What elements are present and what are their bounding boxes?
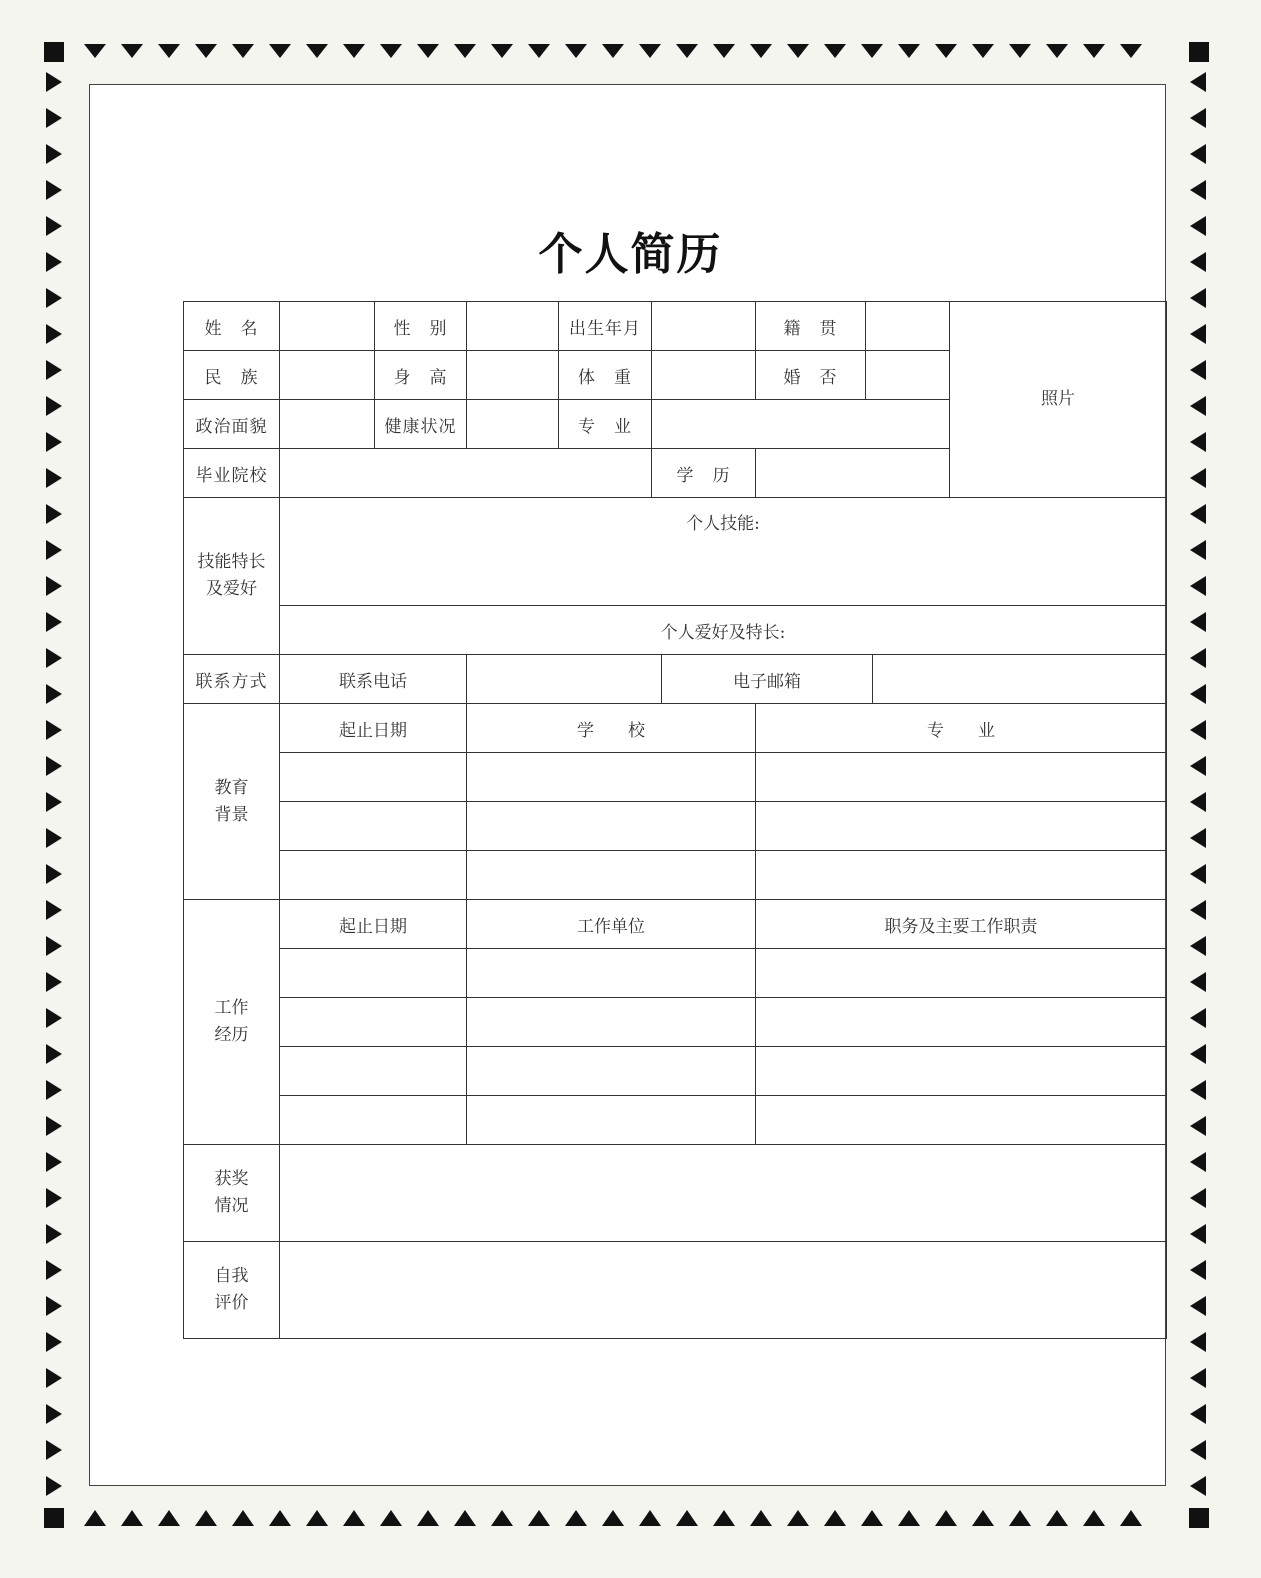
- border-mark: [1190, 828, 1206, 848]
- border-mark: [46, 144, 62, 164]
- work-company-cell[interactable]: [467, 1047, 756, 1096]
- border-mark: [46, 1332, 62, 1352]
- border-mark: [1190, 1476, 1206, 1496]
- border-mark: [46, 1260, 62, 1280]
- education-school-cell[interactable]: [467, 753, 756, 802]
- border-mark: [898, 44, 920, 58]
- border-mark: [602, 44, 624, 58]
- resume-form-table: [183, 301, 1167, 1339]
- border-mark: [46, 936, 62, 956]
- degree-label: 学 历: [652, 449, 756, 498]
- border-mark: [565, 1510, 587, 1526]
- border-mark: [861, 1510, 883, 1526]
- work-duties-cell[interactable]: [756, 1047, 1167, 1096]
- hobbies-label: 个人爱好及特长:: [660, 622, 786, 643]
- border-mark: [121, 1510, 143, 1526]
- work-duties-cell[interactable]: [756, 1096, 1167, 1145]
- border-mark: [1190, 1332, 1206, 1352]
- name-field[interactable]: [280, 302, 375, 351]
- border-mark: [46, 1008, 62, 1028]
- work-header-company: 工作单位: [467, 900, 756, 949]
- border-mark: [639, 1510, 661, 1526]
- border-mark: [84, 44, 106, 58]
- border-mark: [232, 44, 254, 58]
- border-mark: [46, 1152, 62, 1172]
- border-mark: [1189, 42, 1209, 62]
- awards-field[interactable]: [280, 1145, 1167, 1242]
- border-mark: [343, 1510, 365, 1526]
- border-mark: [1190, 972, 1206, 992]
- health-label: 健康状况: [375, 400, 467, 449]
- border-mark: [46, 468, 62, 488]
- major-field[interactable]: [652, 400, 950, 449]
- border-mark: [491, 44, 513, 58]
- border-mark: [46, 576, 62, 596]
- education-row: [184, 753, 1167, 802]
- border-mark: [1046, 1510, 1068, 1526]
- phone-label: 联系电话: [280, 655, 467, 704]
- border-mark: [750, 1510, 772, 1526]
- border-mark: [602, 1510, 624, 1526]
- border-mark: [269, 1510, 291, 1526]
- border-mark: [1190, 1152, 1206, 1172]
- border-mark: [46, 324, 62, 344]
- border-mark: [787, 1510, 809, 1526]
- work-row: [184, 949, 1167, 998]
- work-date-cell[interactable]: [280, 998, 467, 1047]
- border-mark: [46, 1044, 62, 1064]
- work-row: [184, 998, 1167, 1047]
- border-mark: [46, 1080, 62, 1100]
- border-mark: [46, 432, 62, 452]
- border-mark: [1190, 540, 1206, 560]
- degree-field[interactable]: [756, 449, 950, 498]
- hobbies-row: [184, 606, 1167, 655]
- border-mark: [158, 44, 180, 58]
- education-major-cell[interactable]: [756, 753, 1167, 802]
- name-label: 姓 名: [184, 302, 280, 351]
- border-mark: [343, 44, 365, 58]
- border-mark: [787, 44, 809, 58]
- border-mark: [454, 1510, 476, 1526]
- border-mark: [46, 1368, 62, 1388]
- border-mark: [46, 360, 62, 380]
- border-mark: [46, 180, 62, 200]
- border-mark: [1190, 900, 1206, 920]
- border-mark: [1083, 44, 1105, 58]
- border-mark: [46, 720, 62, 740]
- border-mark: [1190, 720, 1206, 740]
- border-mark: [1190, 864, 1206, 884]
- education-row: [184, 851, 1167, 900]
- ethnicity-label: 民 族: [184, 351, 280, 400]
- border-mark: [713, 1510, 735, 1526]
- border-mark: [639, 44, 661, 58]
- border-mark: [1046, 44, 1068, 58]
- border-mark: [1009, 44, 1031, 58]
- border-mark: [380, 1510, 402, 1526]
- border-mark: [46, 972, 62, 992]
- border-mark: [1190, 1044, 1206, 1064]
- border-mark: [1190, 936, 1206, 956]
- photo-cell[interactable]: 照片: [950, 302, 1167, 498]
- border-mark: [1190, 288, 1206, 308]
- border-mark: [491, 1510, 513, 1526]
- border-mark: [824, 1510, 846, 1526]
- border-mark: [972, 1510, 994, 1526]
- border-mark: [46, 648, 62, 668]
- border-mark: [898, 1510, 920, 1526]
- border-mark: [158, 1510, 180, 1526]
- border-mark: [46, 1296, 62, 1316]
- border-mark: [380, 44, 402, 58]
- border-mark: [676, 44, 698, 58]
- border-mark: [1190, 1260, 1206, 1280]
- weight-field[interactable]: [652, 351, 756, 400]
- work-duties-cell[interactable]: [756, 949, 1167, 998]
- marital-label: 婚 否: [756, 351, 866, 400]
- border-mark: [44, 1508, 64, 1528]
- border-mark: [935, 1510, 957, 1526]
- contact-row: [184, 655, 1167, 704]
- education-school-cell[interactable]: [467, 851, 756, 900]
- work-row: [184, 1047, 1167, 1096]
- border-mark: [1190, 684, 1206, 704]
- border-mark: [46, 72, 62, 92]
- border-mark: [824, 44, 846, 58]
- border-mark: [46, 1440, 62, 1460]
- work-date-cell[interactable]: [280, 1096, 467, 1145]
- border-mark: [46, 108, 62, 128]
- border-mark: [454, 44, 476, 58]
- border-mark: [1190, 72, 1206, 92]
- border-mark: [417, 44, 439, 58]
- education-major-cell[interactable]: [756, 851, 1167, 900]
- border-mark: [269, 44, 291, 58]
- gender-label: 性 别: [375, 302, 467, 351]
- education-header-row: [184, 704, 1167, 753]
- school-label: 毕业院校: [184, 449, 280, 498]
- work-section-label: 工作经历: [184, 900, 280, 1145]
- border-mark: [972, 44, 994, 58]
- phone-field[interactable]: [467, 655, 662, 704]
- border-mark: [935, 44, 957, 58]
- awards-row: [184, 1145, 1167, 1242]
- border-mark: [46, 288, 62, 308]
- height-label: 身 高: [375, 351, 467, 400]
- border-mark: [1190, 1080, 1206, 1100]
- weight-label: 体 重: [559, 351, 652, 400]
- border-mark: [1190, 324, 1206, 344]
- border-mark: [46, 540, 62, 560]
- major-label: 专 业: [559, 400, 652, 449]
- border-mark: [1190, 648, 1206, 668]
- border-mark: [46, 864, 62, 884]
- border-mark: [676, 1510, 698, 1526]
- political-status-label: 政治面貌: [184, 400, 280, 449]
- education-school-cell[interactable]: [467, 802, 756, 851]
- border-mark: [44, 42, 64, 62]
- birth-label: 出生年月: [559, 302, 652, 351]
- education-date-cell[interactable]: [280, 851, 467, 900]
- border-mark: [1190, 612, 1206, 632]
- self-evaluation-row: [184, 1242, 1167, 1339]
- work-date-cell[interactable]: [280, 949, 467, 998]
- gender-field[interactable]: [467, 302, 559, 351]
- border-mark: [1190, 1224, 1206, 1244]
- work-company-cell[interactable]: [467, 998, 756, 1047]
- border-mark: [565, 44, 587, 58]
- border-mark: [1189, 1508, 1209, 1528]
- work-date-cell[interactable]: [280, 1047, 467, 1096]
- education-header-major: 专 业: [756, 704, 1167, 753]
- border-mark: [46, 504, 62, 524]
- border-mark: [1009, 1510, 1031, 1526]
- border-mark: [232, 1510, 254, 1526]
- work-header-date: 起止日期: [280, 900, 467, 949]
- email-label: 电子邮箱: [662, 655, 873, 704]
- height-field[interactable]: [467, 351, 559, 400]
- work-duties-cell[interactable]: [756, 998, 1167, 1047]
- contact-section-label: 联系方式: [184, 655, 280, 704]
- border-mark: [1190, 108, 1206, 128]
- border-mark: [1190, 432, 1206, 452]
- self-evaluation-field[interactable]: [280, 1242, 1167, 1339]
- border-mark: [1190, 1116, 1206, 1136]
- border-mark: [1190, 756, 1206, 776]
- education-section-label: 教育背景: [184, 704, 280, 900]
- birth-field[interactable]: [652, 302, 756, 351]
- skills-section-label: 技能特长及爱好: [184, 498, 280, 655]
- border-mark: [1190, 576, 1206, 596]
- border-mark: [195, 44, 217, 58]
- border-mark: [1190, 1188, 1206, 1208]
- border-mark: [46, 792, 62, 812]
- work-company-cell[interactable]: [467, 949, 756, 998]
- border-mark: [1083, 1510, 1105, 1526]
- school-field[interactable]: [280, 449, 652, 498]
- awards-section-label: 获奖情况: [184, 1145, 280, 1242]
- border-mark: [1190, 792, 1206, 812]
- education-major-cell[interactable]: [756, 802, 1167, 851]
- border-mark: [1120, 1510, 1142, 1526]
- border-mark: [417, 1510, 439, 1526]
- border-mark: [1190, 144, 1206, 164]
- border-mark: [1190, 1404, 1206, 1424]
- border-mark: [46, 684, 62, 704]
- border-mark: [1190, 468, 1206, 488]
- border-mark: [46, 1188, 62, 1208]
- education-header-school: 学 校: [467, 704, 756, 753]
- border-mark: [1190, 180, 1206, 200]
- border-mark: [750, 44, 772, 58]
- work-company-cell[interactable]: [467, 1096, 756, 1145]
- border-mark: [46, 396, 62, 416]
- border-mark: [1120, 44, 1142, 58]
- border-mark: [46, 612, 62, 632]
- basic-row-1: [184, 302, 1167, 351]
- skills-label: 个人技能:: [686, 514, 760, 534]
- border-mark: [84, 1510, 106, 1526]
- marital-field[interactable]: [866, 351, 950, 400]
- border-mark: [195, 1510, 217, 1526]
- work-header-row: [184, 900, 1167, 949]
- education-date-cell[interactable]: [280, 802, 467, 851]
- border-mark: [528, 1510, 550, 1526]
- border-mark: [1190, 504, 1206, 524]
- border-mark: [121, 44, 143, 58]
- border-mark: [1190, 1368, 1206, 1388]
- border-mark: [1190, 1440, 1206, 1460]
- ethnicity-field[interactable]: [280, 351, 375, 400]
- border-mark: [46, 1404, 62, 1424]
- education-header-date: 起止日期: [280, 704, 467, 753]
- border-mark: [1190, 1296, 1206, 1316]
- skills-field[interactable]: [280, 498, 1167, 606]
- border-mark: [1190, 360, 1206, 380]
- border-mark: [46, 1476, 62, 1496]
- border-mark: [46, 900, 62, 920]
- hobbies-field[interactable]: [280, 606, 1167, 655]
- education-row: [184, 802, 1167, 851]
- page-title: 个人简历: [538, 229, 723, 280]
- border-mark: [306, 44, 328, 58]
- work-row: [184, 1096, 1167, 1145]
- border-mark: [46, 1224, 62, 1244]
- skills-row: [184, 498, 1167, 606]
- education-date-cell[interactable]: [280, 753, 467, 802]
- border-mark: [1190, 1008, 1206, 1028]
- native-place-label: 籍 贯: [756, 302, 866, 351]
- political-status-field[interactable]: [280, 400, 375, 449]
- health-field[interactable]: [467, 400, 559, 449]
- border-mark: [861, 44, 883, 58]
- work-header-duties: 职务及主要工作职责: [756, 900, 1167, 949]
- border-mark: [46, 828, 62, 848]
- border-mark: [46, 756, 62, 776]
- border-mark: [713, 44, 735, 58]
- border-mark: [306, 1510, 328, 1526]
- border-mark: [46, 1116, 62, 1136]
- self-evaluation-section-label: 自我评价: [184, 1242, 280, 1339]
- border-mark: [528, 44, 550, 58]
- border-mark: [1190, 396, 1206, 416]
- email-field[interactable]: [873, 655, 1167, 704]
- native-place-field[interactable]: [866, 302, 950, 351]
